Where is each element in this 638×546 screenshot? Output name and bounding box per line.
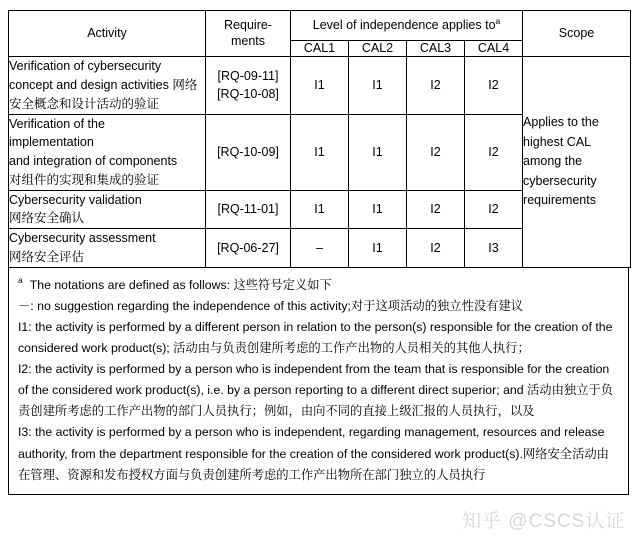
cal4-value: I2 — [465, 190, 523, 229]
cal3-value: I2 — [407, 114, 465, 190]
cal1-value: – — [291, 229, 349, 268]
activity-text-en: Cybersecurity validation — [9, 192, 142, 207]
footnote-i3: I3: the activity is performed by a person who is independent, regarding management, resources and release authority, from the department responsible for the creation of the considered work product(s).网络安全活动由在管理、资源和发布授权方面与负责创建所考虑的工作产出物所在部门独立的人员执行 — [18, 425, 609, 482]
header-cal2: CAL2 — [349, 40, 407, 57]
scope-cell: Applies to the highest CAL among the cybersecurity requirements — [523, 57, 631, 267]
activity-text-en-line1: Verification of the — [9, 116, 105, 131]
activity-cell — [9, 190, 206, 229]
header-requirements — [206, 11, 291, 57]
cal2-value: I1 — [349, 114, 407, 190]
table-header-row-1 — [9, 11, 631, 41]
table-row — [9, 57, 631, 114]
footnote-dash: －: no suggestion regarding the independence of this activity;对于这项活动的独立性没有建议 — [18, 298, 524, 313]
activity-cell — [9, 114, 206, 190]
cal3-value: I2 — [407, 229, 465, 268]
activity-text-en-line2: implementation — [9, 135, 94, 150]
activity-text-zh: 对组件的实现和集成的验证 — [9, 172, 160, 187]
activity-cell — [9, 57, 206, 114]
footnote-i2: I2: the activity is performed by a person who is independent from the team that is responsible for the creation of the considered work product(s), i.e. by a person reporting to a different direct superior; and 活动由独立于负责创建所考虑的工作产出物的部门人员执行；例如，由向不同的直接上级汇报的人员执行，以及 — [18, 362, 614, 419]
header-cal1: CAL1 — [291, 40, 349, 57]
header-requirements-line2: ments — [230, 33, 266, 48]
cal2-value: I1 — [349, 229, 407, 268]
cal3-value: I2 — [407, 190, 465, 229]
requirements-cell — [206, 114, 291, 190]
header-level-label: Level of independence applies to — [312, 18, 496, 32]
header-level-of-independence — [291, 11, 523, 41]
requirements-cell — [206, 57, 291, 114]
cal4-value: I2 — [465, 114, 523, 190]
cal2-value: I1 — [349, 190, 407, 229]
requirements-cell — [206, 190, 291, 229]
header-level-footnote-marker: a — [495, 15, 501, 26]
activity-text-zh: 网络安全概念和设计活动的验证 — [9, 78, 198, 111]
header-scope: Scope — [523, 11, 631, 57]
cal1-value: I1 — [291, 190, 349, 229]
cal2-value: I1 — [349, 57, 407, 114]
cal4-value: I2 — [465, 57, 523, 114]
footnote-intro-line — [18, 275, 619, 296]
activity-text-en-line3: and integration of components — [9, 154, 178, 168]
table-footnotes — [8, 268, 629, 495]
header-cal3: CAL3 — [407, 40, 465, 57]
activity-text-en: Cybersecurity assessment — [9, 231, 156, 245]
document-page — [8, 10, 629, 495]
cal1-value: I1 — [291, 114, 349, 190]
table-body — [9, 57, 631, 267]
header-requirements-line1: Require- — [224, 18, 272, 32]
requirement-id: [RQ-06-27] — [217, 240, 279, 255]
header-cal4: CAL4 — [465, 40, 523, 57]
activity-cell — [9, 229, 206, 268]
requirement-id: [RQ-11-01] — [217, 202, 279, 217]
activity-text-zh: 网络安全评估 — [9, 249, 85, 264]
activity-text-en: Verification of cybersecurity concept and design activities — [9, 59, 169, 92]
independence-level-table — [8, 10, 631, 268]
cal3-value: I2 — [407, 57, 465, 114]
cal4-value: I3 — [465, 229, 523, 268]
requirement-id: [RQ-10-08] — [217, 87, 279, 102]
table-header — [9, 11, 631, 57]
requirement-id: [RQ-10-09] — [217, 144, 279, 159]
requirements-cell — [206, 229, 291, 268]
activity-text-zh: 网络安全确认 — [9, 211, 85, 226]
footnote-marker: a — [18, 275, 23, 286]
watermark: 知乎 @CSCS认证 — [462, 511, 626, 532]
footnote-i1: I1: the activity is performed by a different person in relation to the person(s) responsible for the creation of the considered work product(s); 活动由与负责创建所考虑的工作产出物的人员相关的其他人执行； — [18, 319, 613, 355]
cal1-value: I1 — [291, 57, 349, 114]
header-activity: Activity — [9, 11, 206, 57]
requirement-id: [RQ-09-11] — [217, 69, 279, 84]
footnote-intro-text: The notations are defined as follows: 这些符号定义如下 — [29, 277, 332, 292]
